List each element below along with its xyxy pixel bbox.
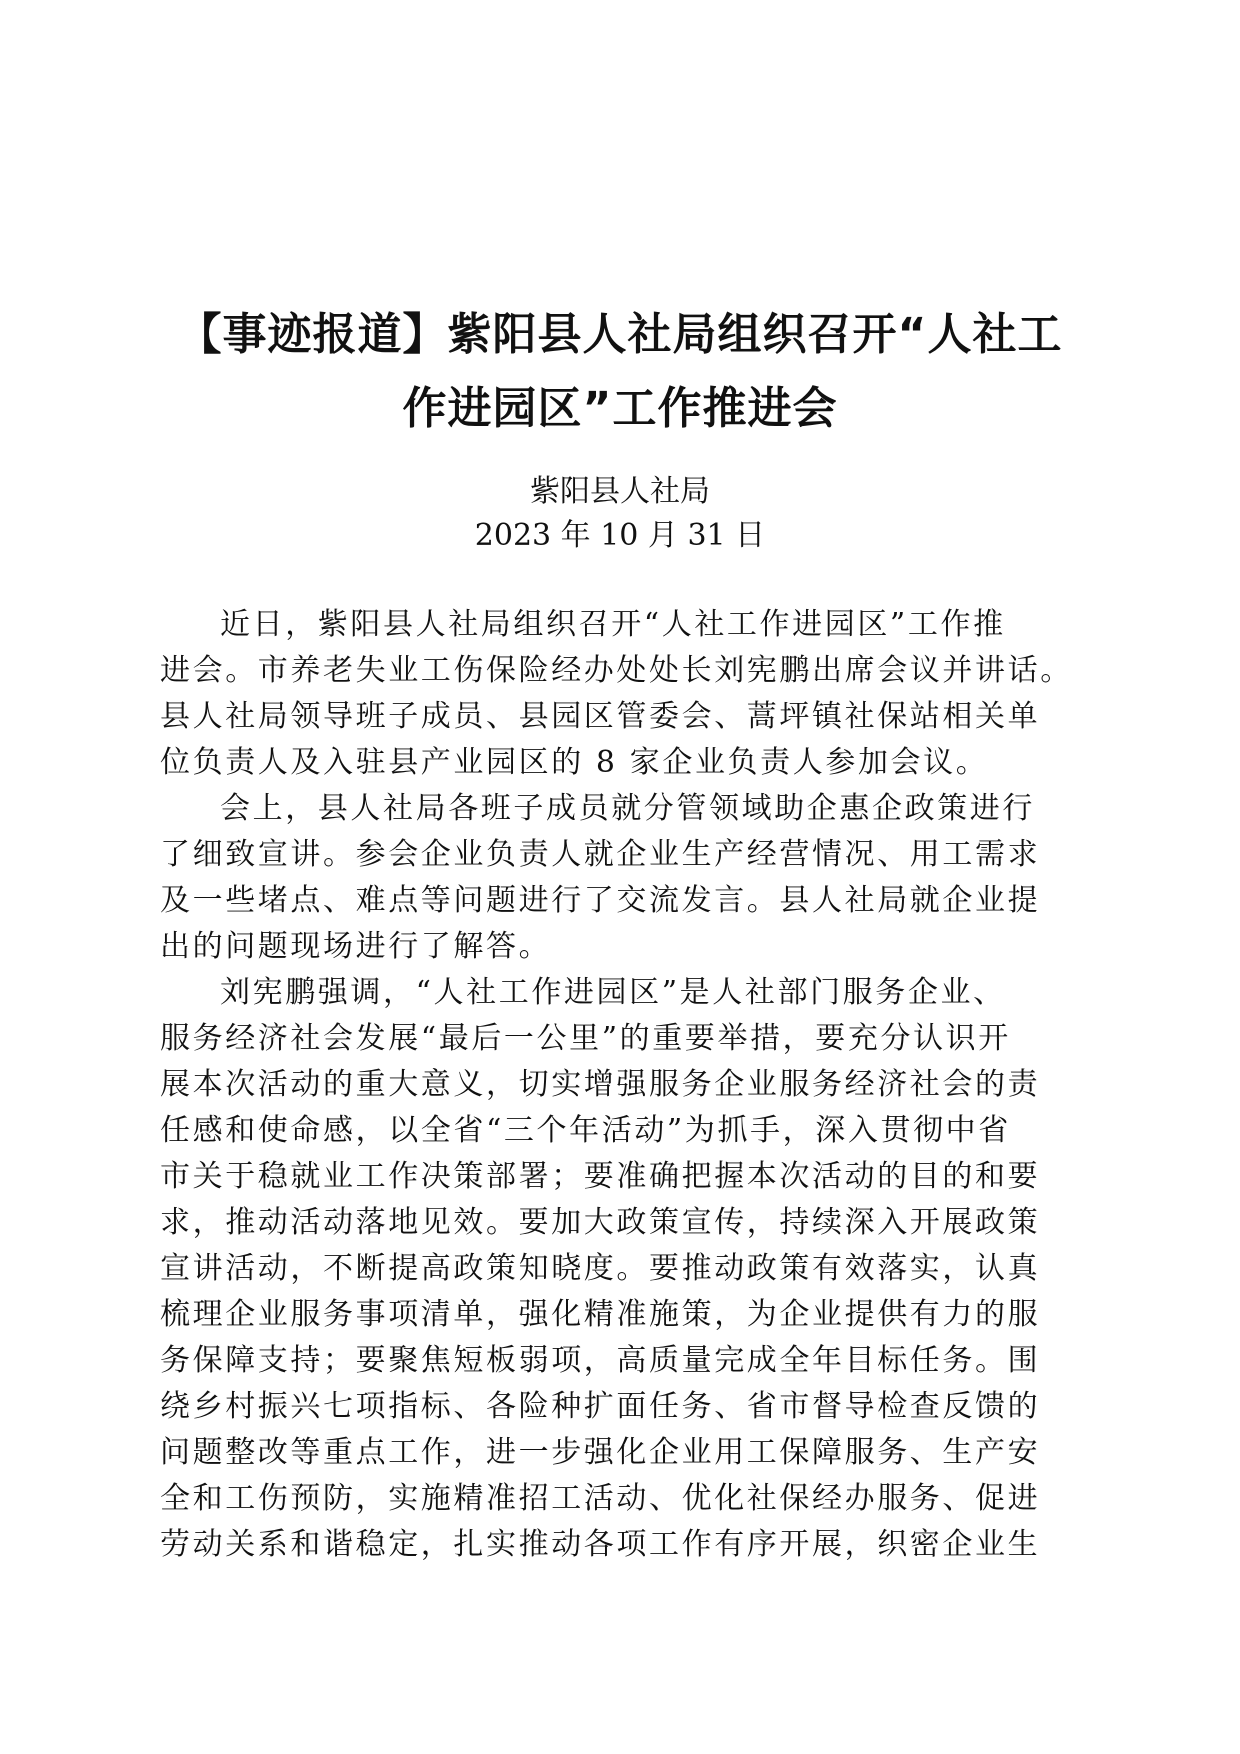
paragraph-line: 劳动关系和谐稳定，扎实推动各项工作有序开展，织密企业生	[160, 1527, 1041, 1562]
paragraph-2	[160, 786, 1078, 970]
paragraph-line: 任感和使命感，以全省“三个年活动”为抓手，深入贯彻中省	[160, 1113, 1011, 1148]
paragraph-line: 进会。市养老失业工伤保险经办处处长刘宪鹏出席会议并讲话。	[160, 653, 1073, 688]
paragraph-line: 近日，紫阳县人社局组织召开“人社工作进园区”工作推	[220, 607, 1006, 642]
paragraph-line: 了细致宣讲。参会企业负责人就企业生产经营情况、用工需求	[160, 837, 1041, 872]
paragraph-line: 及一些堵点、难点等问题进行了交流发言。县人社局就企业提	[160, 883, 1041, 918]
paragraph-line: 出的问题现场进行了解答。	[160, 929, 552, 964]
byline	[150, 470, 1090, 558]
title-line-1: 【事迹报道】紫阳县人社局组织召开“人社工	[177, 309, 1063, 360]
paragraph-line: 会上，县人社局各班子成员就分管领域助企惠企政策进行	[220, 791, 1035, 826]
paragraph-line: 位负责人及入驻县产业园区的 8 家企业负责人参加会议。	[160, 745, 989, 780]
paragraph-1	[160, 602, 1078, 786]
article-body	[160, 602, 1078, 1568]
author: 紫阳县人社局	[530, 474, 710, 509]
paragraph-line: 县人社局领导班子成员、县园区管委会、蒿坪镇社保站相关单	[160, 699, 1041, 734]
paragraph-line: 绕乡村振兴七项指标、各险种扩面任务、省市督导检查反馈的	[160, 1389, 1041, 1424]
paragraph-line: 务保障支持；要聚焦短板弱项，高质量完成全年目标任务。围	[160, 1343, 1041, 1378]
publish-date: 2023 年 10 月 31 日	[474, 518, 766, 553]
paragraph-line: 服务经济社会发展“最后一公里”的重要举措，要充分认识开	[160, 1021, 1011, 1056]
paragraph-line: 全和工伤预防，实施精准招工活动、优化社保经办服务、促进	[160, 1481, 1041, 1516]
paragraph-line: 刘宪鹏强调，“人社工作进园区”是人社部门服务企业、	[220, 975, 1006, 1010]
paragraph-line: 梳理企业服务事项清单，强化精准施策，为企业提供有力的服	[160, 1297, 1041, 1332]
title-line-2: 作进园区”工作推进会	[402, 383, 838, 434]
paragraph-line: 求，推动活动落地见效。要加大政策宣传，持续深入开展政策	[160, 1205, 1041, 1240]
paragraph-3	[160, 970, 1078, 1568]
paragraph-line: 展本次活动的重大意义，切实增强服务企业服务经济社会的责	[160, 1067, 1041, 1102]
paragraph-line: 问题整改等重点工作，进一步强化企业用工保障服务、生产安	[160, 1435, 1041, 1470]
paragraph-line: 市关于稳就业工作决策部署；要准确把握本次活动的目的和要	[160, 1159, 1041, 1194]
page-title	[150, 298, 1090, 446]
paragraph-line: 宣讲活动，不断提高政策知晓度。要推动政策有效落实，认真	[160, 1251, 1041, 1286]
